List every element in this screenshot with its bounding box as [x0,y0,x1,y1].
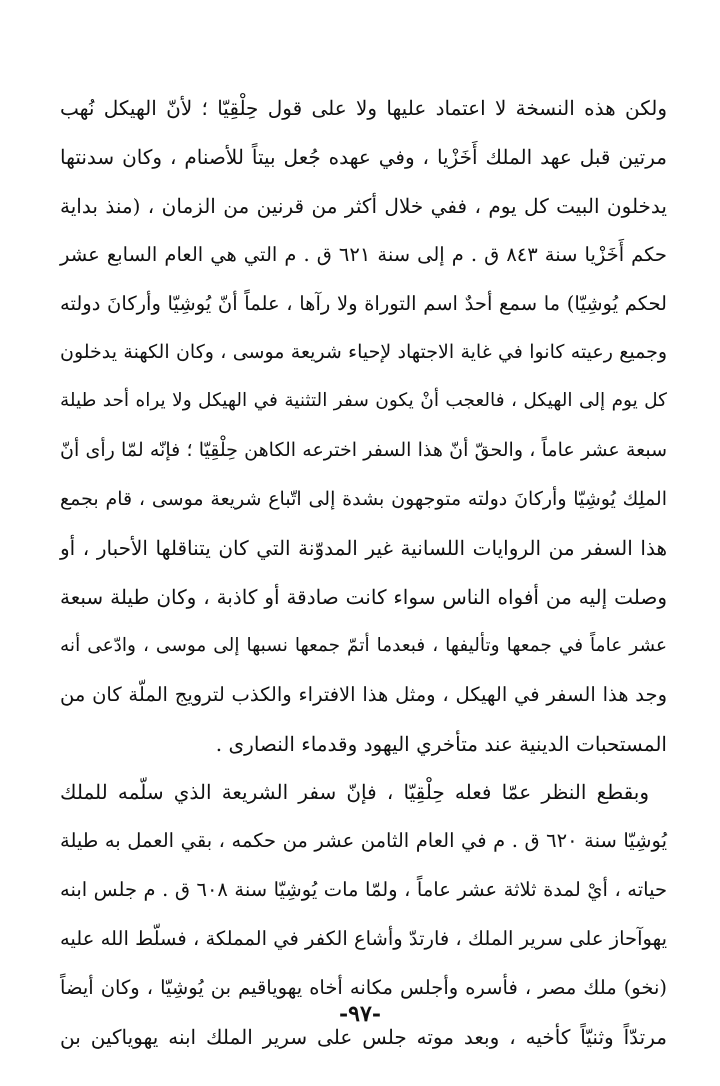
text-line: وجميع رعيته كانوا في غاية الاجتهاد لإحياء شريعة موسى ، وكان الكهنة يدخلون [60,341,667,364]
text-line: عشر عاماً في جمعها وتأليفها ، فبعدما أتمّ جمعها نسبها إلى موسى ، وادّعى أنه [60,634,667,656]
text-line: يدخلون البيت كل يوم ، ففي خلال أكثر من قرنين من الزمان ، (منذ بداية [60,193,667,218]
text-line: سبعة عشر عاماً ، والحقّ أنّ هذا السفر اخترعه الكاهن حِلْقِيّا ؛ فإنّه لمّا رأى أنّ [60,439,667,462]
text-line: هذا السفر من الروايات اللسانية غير المدوّنة التي كان يتناقلها الأحبار ، أو [60,536,667,561]
text-line: يُوشِيّا سنة ٦٢٠ ق . م في العام الثامن عشر من حكمه ، بقي العمل به طيلة [60,829,668,853]
text-line: مرتدّاً وثنيّاً كأخيه ، وبعد موته جلس على سرير الملك ابنه يهوياكين بن [60,1024,667,1049]
text-line: يهوآحاز على سرير الملك ، فارتدّ وأشاع الكفر في المملكة ، فسلّط الله عليه [59,927,667,951]
text-line: وبقطع النظر عمّا فعله حِلْقِيّا ، فإنّ سفر الشريعة الذي سلّمه للملك [60,780,649,805]
page-number: -٩٧- [339,1001,381,1027]
text-line: مرتين قبل عهد الملك أَخَزْيا ، وفي عهده جُعل بيتاً للأصنام ، وكان سدنتها [60,144,667,169]
text-line: لحكم يُوشِيّا) ما سمع أحدٌ اسم التوراة ولا رآها ، علماً أنّ يُوشِيّا وأركانَ دولته [60,291,667,315]
text-line: الملِك يُوشِيّا وأركانَ دولته متوجهون بشدة إلى اتّباع شريعة موسى ، قام بجمع [60,488,667,511]
text-line: المستحبات الدينية عند متأخري اليهود وقدماء النصارى . [215,731,667,756]
text-line: وجد هذا السفر في الهيكل ، ومثل هذا الافتراء والكذب لترويج الملّة كان من [60,682,667,706]
text-line: (نخو) ملك مصر ، فأسره وأجلس مكانه أخاه يهوياقيم بن يُوشِيّا ، وكان أيضاً [60,976,667,1000]
text-line: وصلت إليه من أفواه الناس سواء كانت صادقة أو كاذبة ، وكان طيلة سبعة [60,584,667,609]
text-line: كل يوم إلى الهيكل ، فالعجب أنْ يكون سفر التثنية في الهيكل ولا يراه أحد طيلة [60,390,667,412]
text-line: حياته ، أيْ لمدة ثلاثة عشر عاماً ، ولمّا مات يُوشِيّا سنة ٦٠٨ ق . م جلس ابنه [60,878,668,902]
paragraph-1 [60,84,667,768]
text-line: ولكن هذه النسخة لا اعتماد عليها ولا على قول حِلْقِيّا ؛ لأنّ الهيكل نُهب [60,96,667,120]
text-line: حكم أَخَزْيا سنة ٨٤٣ ق . م إلى سنة ٦٢١ ق . م التي هي العام السابع عشر [60,242,667,266]
page-body [60,84,667,1062]
